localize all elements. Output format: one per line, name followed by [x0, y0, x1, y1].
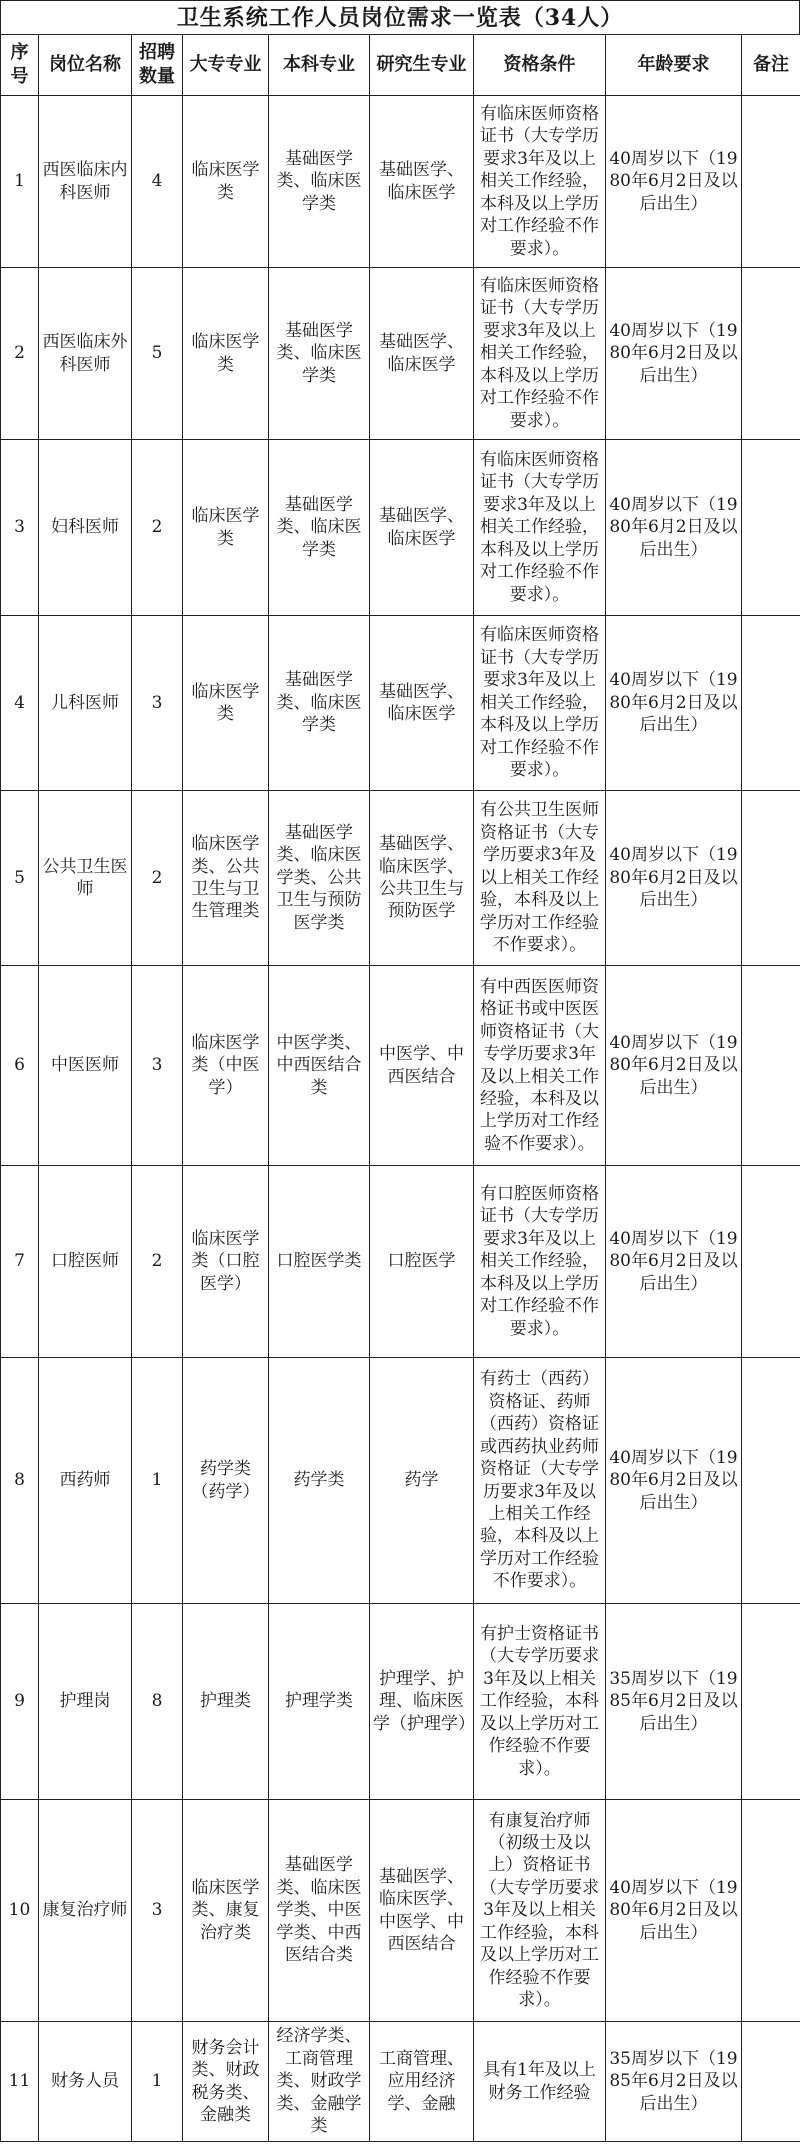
cell-count: 3 — [132, 616, 183, 791]
header-qualification: 资格条件 — [474, 35, 606, 96]
cell-no: 10 — [1, 1800, 39, 2022]
cell-qualification: 有护士资格证书（大专学历要求3年及以上相关工作经验，本科及以上学历对工作经验不作要求）。 — [474, 1604, 606, 1800]
cell-college: 财务会计类、财政税务类、金融类 — [183, 2022, 269, 2142]
cell-qualification: 有临床医师资格证书（大专学历要求3年及以上相关工作经验，本科及以上学历对工作经验不作要求）。 — [474, 440, 606, 616]
job-requirements-table — [0, 34, 800, 2142]
cell-note — [742, 1358, 800, 1604]
cell-graduate: 基础医学、临床医学、中医学、中西医结合 — [370, 1800, 474, 2022]
cell-bachelor: 基础医学类、临床医学类、公共卫生与预防医学类 — [269, 791, 370, 966]
header-row — [1, 35, 800, 96]
cell-note — [742, 268, 800, 440]
cell-age: 40周岁以下（1980年6月2日及以后出生） — [606, 440, 742, 616]
cell-no: 7 — [1, 1166, 39, 1358]
cell-age: 40周岁以下（1980年6月2日及以后出生） — [606, 791, 742, 966]
cell-qualification: 有临床医师资格证书（大专学历要求3年及以上相关工作经验，本科及以上学历对工作经验不作要求）。 — [474, 96, 606, 268]
cell-no: 1 — [1, 96, 39, 268]
cell-no: 5 — [1, 791, 39, 966]
cell-age: 35周岁以下（1985年6月2日及以后出生） — [606, 2022, 742, 2142]
cell-bachelor: 基础医学类、临床医学类、中医学类、中西医结合类 — [269, 1800, 370, 2022]
cell-qualification: 有中西医医师资格证书或中医医师资格证书（大专学历要求3年及以上相关工作经验，本科及以上学历对工作经验不作要求）。 — [474, 966, 606, 1166]
cell-graduate: 口腔医学 — [370, 1166, 474, 1358]
cell-count: 2 — [132, 791, 183, 966]
cell-bachelor: 护理学类 — [269, 1604, 370, 1800]
cell-bachelor: 经济学类、工商管理类、财政学类、金融学类 — [269, 2022, 370, 2142]
table-row — [1, 440, 800, 616]
cell-count: 3 — [132, 966, 183, 1166]
cell-count: 1 — [132, 2022, 183, 2142]
cell-age: 40周岁以下（1980年6月2日及以后出生） — [606, 616, 742, 791]
cell-qualification: 有康复治疗师（初级士及以上）资格证书（大专学历要求3年及以上相关工作经验，本科及以上学历对工作经验不作要求）。 — [474, 1800, 606, 2022]
cell-note — [742, 1800, 800, 2022]
cell-count: 3 — [132, 1800, 183, 2022]
cell-no: 2 — [1, 268, 39, 440]
cell-graduate: 基础医学、临床医学、公共卫生与预防医学 — [370, 791, 474, 966]
header-college: 大专专业 — [183, 35, 269, 96]
table-row — [1, 791, 800, 966]
cell-post: 公共卫生医师 — [39, 791, 132, 966]
cell-bachelor: 口腔医学类 — [269, 1166, 370, 1358]
table-title: 卫生系统工作人员岗位需求一览表（34人） — [0, 0, 800, 34]
cell-post: 康复治疗师 — [39, 1800, 132, 2022]
header-count: 招聘数量 — [132, 35, 183, 96]
cell-note — [742, 616, 800, 791]
cell-bachelor: 基础医学类、临床医学类 — [269, 96, 370, 268]
header-graduate: 研究生专业 — [370, 35, 474, 96]
cell-graduate: 药学 — [370, 1358, 474, 1604]
cell-no: 4 — [1, 616, 39, 791]
table-row — [1, 1166, 800, 1358]
cell-bachelor: 基础医学类、临床医学类 — [269, 268, 370, 440]
cell-count: 5 — [132, 268, 183, 440]
cell-bachelor: 药学类 — [269, 1358, 370, 1604]
header-bachelor: 本科专业 — [269, 35, 370, 96]
cell-post: 西医临床内科医师 — [39, 96, 132, 268]
cell-count: 2 — [132, 440, 183, 616]
cell-bachelor: 中医学类、中西医结合类 — [269, 966, 370, 1166]
cell-qualification: 有临床医师资格证书（大专学历要求3年及以上相关工作经验，本科及以上学历对工作经验不作要求）。 — [474, 616, 606, 791]
cell-college: 护理类 — [183, 1604, 269, 1800]
table-row — [1, 1358, 800, 1604]
cell-note — [742, 440, 800, 616]
cell-qualification: 有公共卫生医师资格证书（大专学历要求3年及以上相关工作经验，本科及以上学历对工作经验不作要求）。 — [474, 791, 606, 966]
cell-post: 护理岗 — [39, 1604, 132, 1800]
cell-age: 40周岁以下（1980年6月2日及以后出生） — [606, 1358, 742, 1604]
cell-qualification: 有药士（西药）资格证、药师（西药）资格证或西药执业药师资格证（大专学历要求3年及以上相关工作经验，本科及以上学历对工作经验不作要求）。 — [474, 1358, 606, 1604]
cell-count: 8 — [132, 1604, 183, 1800]
cell-note — [742, 791, 800, 966]
cell-college: 临床医学类、公共卫生与卫生管理类 — [183, 791, 269, 966]
cell-graduate: 基础医学、临床医学 — [370, 440, 474, 616]
cell-qualification: 有临床医师资格证书（大专学历要求3年及以上相关工作经验，本科及以上学历对工作经验不作要求）。 — [474, 268, 606, 440]
cell-count: 2 — [132, 1166, 183, 1358]
cell-bachelor: 基础医学类、临床医学类 — [269, 440, 370, 616]
cell-no: 3 — [1, 440, 39, 616]
cell-age: 40周岁以下（1980年6月2日及以后出生） — [606, 268, 742, 440]
cell-graduate: 护理学、护理、临床医学（护理学） — [370, 1604, 474, 1800]
cell-age: 40周岁以下（1980年6月2日及以后出生） — [606, 96, 742, 268]
table-row — [1, 1604, 800, 1800]
table-row — [1, 96, 800, 268]
cell-post: 儿科医师 — [39, 616, 132, 791]
header-post: 岗位名称 — [39, 35, 132, 96]
cell-post: 西药师 — [39, 1358, 132, 1604]
cell-note — [742, 1166, 800, 1358]
cell-post: 财务人员 — [39, 2022, 132, 2142]
cell-no: 11 — [1, 2022, 39, 2142]
cell-no: 8 — [1, 1358, 39, 1604]
cell-graduate: 工商管理、应用经济学、金融 — [370, 2022, 474, 2142]
header-no: 序号 — [1, 35, 39, 96]
cell-college: 临床医学类（中医学） — [183, 966, 269, 1166]
cell-qualification: 具有1年及以上财务工作经验 — [474, 2022, 606, 2142]
cell-graduate: 中医学、中西医结合 — [370, 966, 474, 1166]
cell-college: 药学类（药学） — [183, 1358, 269, 1604]
cell-graduate: 基础医学、临床医学 — [370, 268, 474, 440]
cell-age: 40周岁以下（1980年6月2日及以后出生） — [606, 966, 742, 1166]
cell-age: 40周岁以下（1980年6月2日及以后出生） — [606, 1800, 742, 2022]
cell-note — [742, 2022, 800, 2142]
table-row — [1, 1800, 800, 2022]
cell-age: 35周岁以下（1985年6月2日及以后出生） — [606, 1604, 742, 1800]
cell-graduate: 基础医学、临床医学 — [370, 96, 474, 268]
cell-college: 临床医学类 — [183, 268, 269, 440]
cell-graduate: 基础医学、临床医学 — [370, 616, 474, 791]
table-row — [1, 966, 800, 1166]
cell-no: 9 — [1, 1604, 39, 1800]
table-row — [1, 2022, 800, 2142]
header-age: 年龄要求 — [606, 35, 742, 96]
cell-college: 临床医学类、康复治疗类 — [183, 1800, 269, 2022]
cell-count: 4 — [132, 96, 183, 268]
cell-note — [742, 1604, 800, 1800]
cell-post: 中医医师 — [39, 966, 132, 1166]
cell-bachelor: 基础医学类、临床医学类 — [269, 616, 370, 791]
cell-no: 6 — [1, 966, 39, 1166]
table-row — [1, 268, 800, 440]
cell-college: 临床医学类 — [183, 616, 269, 791]
cell-post: 妇科医师 — [39, 440, 132, 616]
cell-note — [742, 966, 800, 1166]
cell-count: 1 — [132, 1358, 183, 1604]
cell-college: 临床医学类（口腔医学） — [183, 1166, 269, 1358]
cell-qualification: 有口腔医师资格证书（大专学历要求3年及以上相关工作经验，本科及以上学历对工作经验不作要求）。 — [474, 1166, 606, 1358]
header-note: 备注 — [742, 35, 800, 96]
cell-post: 西医临床外科医师 — [39, 268, 132, 440]
cell-college: 临床医学类 — [183, 440, 269, 616]
cell-note — [742, 96, 800, 268]
cell-post: 口腔医师 — [39, 1166, 132, 1358]
cell-college: 临床医学类 — [183, 96, 269, 268]
table-row — [1, 616, 800, 791]
cell-age: 40周岁以下（1980年6月2日及以后出生） — [606, 1166, 742, 1358]
